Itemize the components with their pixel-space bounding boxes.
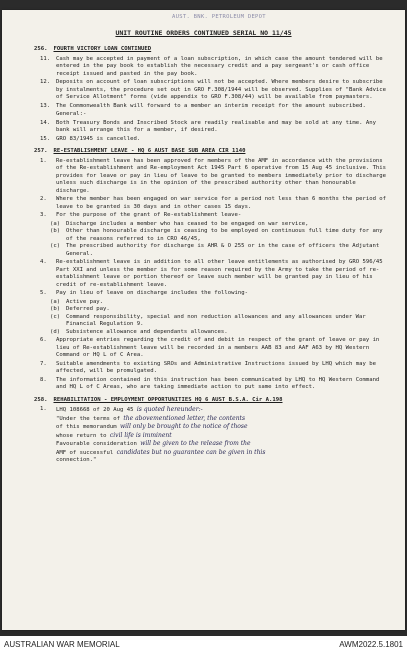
handwritten-text: will only be brought to the notice of those bbox=[120, 423, 248, 430]
item-text: Both Treasury Bonds and Inscribed Stock are readily realisable and may be sold at any time. Any bank will arrange this for a member, if desired. bbox=[56, 119, 380, 133]
section-258-heading: 258. REHABILITATION - EMPLOYMENT OPPORTUNITIES HQ 6 AUST B.S.A. Cir A.198 bbox=[34, 396, 283, 403]
item-number: (b) bbox=[50, 228, 61, 234]
item-text: General:- bbox=[56, 111, 87, 117]
unit-stamp: AUST. BNK. PETROLEUM DEPOT bbox=[172, 14, 266, 20]
item-number: 2. bbox=[40, 196, 47, 202]
handwritten-text: the abovementioned letter, the contents bbox=[123, 414, 246, 422]
item-number: 12. bbox=[40, 79, 51, 85]
order-item bbox=[40, 243, 390, 258]
item-text: Pay in lieu of leave on discharge includes the following- bbox=[56, 290, 248, 296]
item-number: 6. bbox=[40, 337, 47, 343]
order-item bbox=[40, 377, 390, 392]
item-number: 11. bbox=[40, 55, 51, 62]
archive-footer bbox=[0, 636, 407, 653]
order-item bbox=[40, 212, 390, 220]
item-text: Active pay. bbox=[66, 298, 104, 305]
item-number: (c) bbox=[50, 243, 61, 249]
item-number: 7. bbox=[40, 360, 47, 367]
item-text: GRO 83/1945 is cancelled. bbox=[56, 135, 141, 142]
item-text: Cash may be accepted in payment of a loan subscription, in which case the amount tendered will be entered in the pay book to establish the necessary credit and a pay sergeant's or cash office receipt issued and pasted in the pay book. bbox=[56, 55, 387, 77]
item-number: 4. bbox=[40, 259, 47, 265]
item-text: The prescribed authority for discharge is AHR & O 255 or in the case of officers the Adjutant General. bbox=[66, 243, 380, 257]
item-text: Command responsibility, special and non reduction allowances and any allowances under War Financial Regulation 9. bbox=[66, 313, 366, 327]
item-text: Where the member has been engaged on war service for a period not less than 6 months the period of leave to be granted is 30 days and in other cases 15 days. bbox=[56, 196, 390, 210]
item-number: 13. bbox=[40, 102, 51, 109]
item-number: 5. bbox=[40, 290, 47, 296]
item-number: 8. bbox=[40, 376, 47, 383]
order-item bbox=[40, 329, 390, 337]
item-number: (a) bbox=[50, 220, 61, 227]
item-text: Re-establishment leave has been approved for members of the AMF in accordance with the provisions of the Re-establishment and Re-employment Act 1945 Part 6 operative from 15 Aug 45 inclusive. This provides for leave or pay in lieu of leave to be granted to members immediately prior to discharge unless such discharge is in the opinion of the prescribed authority other than honourable discharge. bbox=[56, 157, 390, 194]
handwritten-text: is quoted hereunder:- bbox=[136, 406, 203, 413]
document-header bbox=[2, 29, 405, 37]
document-page bbox=[2, 10, 405, 630]
order-item bbox=[40, 158, 390, 196]
order-item bbox=[40, 228, 390, 243]
order-item bbox=[40, 56, 390, 79]
handwritten-text: civil life is imminent bbox=[109, 431, 172, 439]
order-item bbox=[40, 120, 390, 135]
item-text: Deposits on account of loan subscriptions will not be accepted. Where members desire to subscribe by instalments, the procedure set out in GRO F.308/1944 will be observed. Supplies of "Bank Advice of Service Allotment" forms (vide appendix to GRO F.308/44) will be available from paymasters. bbox=[56, 79, 390, 100]
item-text: Other than honourable discharge is ceasing to be employed on continuous full time duty for any of the reasons referred to in CRO 46/45, bbox=[66, 228, 383, 242]
item-text: For the purpose of the grant of Re-establishment leave- bbox=[56, 212, 242, 218]
item-text: Re-establishment leave is in addition to all other leave entitlements as authorised by GRO 596/45 Part XXI and unless the member is for some reason required by the Army to take the period of re-establishment leave or portion thereof or leave such member will be granted pay in lieu of his credit of re-establishment leave. bbox=[56, 259, 387, 288]
order-item bbox=[40, 337, 390, 360]
item-text: Suitable amendments to existing SROs and Administrative Instructions issued by LHQ which may be affected, will be promulgated. bbox=[56, 360, 380, 374]
item-number: (d) bbox=[50, 328, 61, 335]
item-number bbox=[40, 111, 56, 119]
item-text: The Commonwealth Bank will forward to a member an interim receipt for the amount subscribed. bbox=[56, 102, 366, 109]
section-258-item: 1. LHQ 108668 of 20 Aug 45 is quoted hereunder:- "Under the terms of the abovementioned letter, the contents of this memorandum will only be brought to the notice of those whose return to civil life is imminent Favourable consideration will be given to the release from the AMF of successful candidates but no guarantee can be given in this connection." bbox=[40, 406, 266, 463]
order-item bbox=[40, 361, 390, 376]
order-item bbox=[40, 79, 390, 102]
order-item bbox=[40, 221, 390, 229]
order-item bbox=[40, 136, 390, 144]
section-257-items bbox=[40, 158, 390, 392]
handwritten-text: candidates but no guarantee can be given in this bbox=[116, 448, 266, 456]
item-text: The information contained in this instruction has been communicated by LHQ to HQ Western Command and HQ L of C Areas, who are taking immediate action to put same into effect. bbox=[56, 376, 383, 390]
item-number: (c) bbox=[50, 313, 61, 320]
header-text: UNIT ROUTINE ORDERS CONTINUED SERIAL NO 11/45 bbox=[115, 29, 292, 37]
document-body bbox=[34, 41, 390, 466]
order-item bbox=[40, 111, 390, 119]
handwritten-text: will be given to the release from the bbox=[140, 440, 251, 447]
order-item bbox=[40, 290, 390, 298]
item-number: 15. bbox=[40, 135, 51, 142]
footer-accession: AWM2022.5.1801 bbox=[339, 640, 403, 649]
item-number: (a) bbox=[50, 298, 61, 305]
section-257-heading: 257. RE-ESTABLISHMENT LEAVE - HQ 6 AUST BASE SUB AREA CIR 1140 bbox=[34, 148, 246, 154]
order-item bbox=[40, 196, 390, 211]
order-item bbox=[40, 259, 390, 289]
item-text: Discharge includes a member who has ceased to be engaged on war service, bbox=[66, 220, 309, 227]
footer-source: AUSTRALIAN WAR MEMORIAL bbox=[4, 640, 120, 649]
item-number: (b) bbox=[50, 306, 61, 312]
order-item bbox=[40, 103, 390, 111]
order-item bbox=[40, 314, 390, 329]
section-256-heading: 256. FOURTH VICTORY LOAN CONTINUED bbox=[34, 46, 152, 52]
order-item bbox=[40, 299, 390, 307]
item-number: 3. bbox=[40, 212, 47, 218]
item-text: Deferred pay. bbox=[66, 306, 110, 312]
item-text: Subsistence allowance and dependants allowances. bbox=[66, 328, 228, 335]
section-256-items bbox=[40, 56, 390, 144]
item-number: 1. bbox=[40, 157, 47, 164]
item-text: Appropriate entries regarding the credit of and debit in respect of the grant of leave or pay in lieu of Re-establishment leave will be recorded in a members AAB 83 and AAF A63 by HQ Western Command or HQ L of C Area. bbox=[56, 337, 383, 358]
item-number: 14. bbox=[40, 119, 51, 126]
order-item bbox=[40, 306, 390, 314]
